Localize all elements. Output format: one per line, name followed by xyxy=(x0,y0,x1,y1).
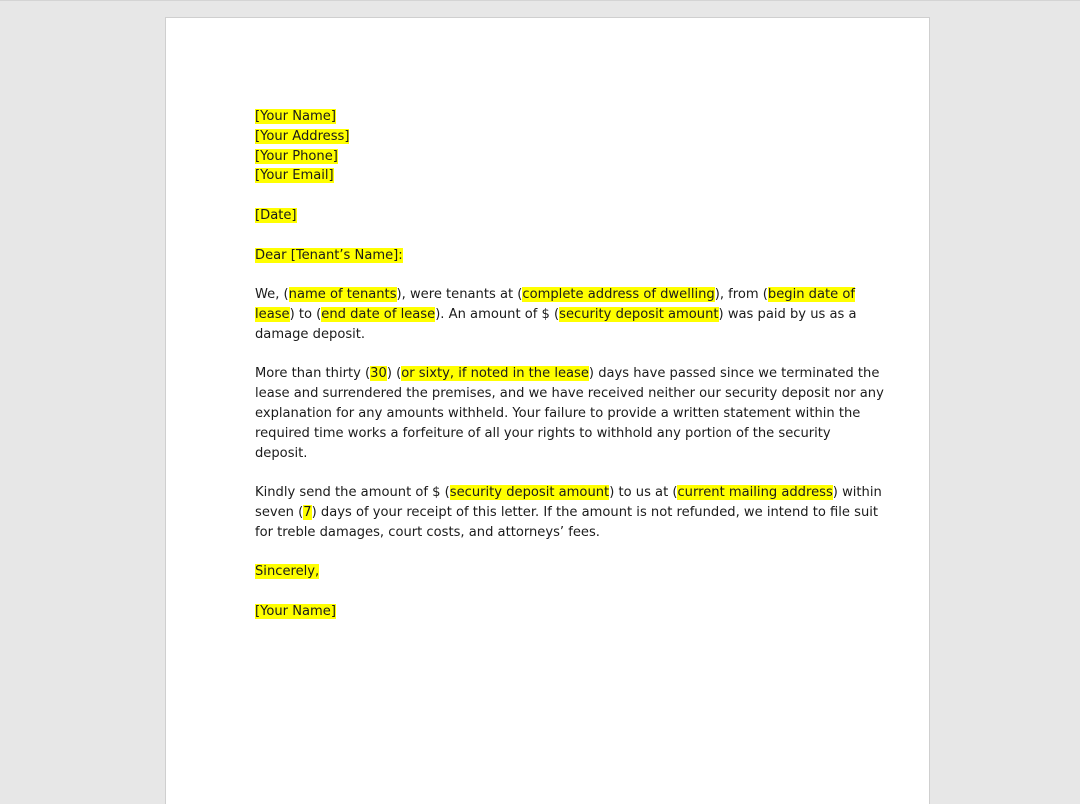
text-run: ) to ( xyxy=(289,306,322,322)
text-run: ) days have passed since we terminated the xyxy=(588,366,880,382)
text-line: lease and surrendered the premises, and we have received neither our security deposit nor any xyxy=(255,386,884,402)
document-page xyxy=(165,17,930,804)
text-line: explanation for any amounts withheld. Your failure to provide a written statement within the xyxy=(255,405,861,421)
sender-address: [Your Address] xyxy=(255,128,350,144)
signature-name: [Your Name] xyxy=(255,603,336,619)
paragraph-deposit-paid xyxy=(255,285,855,344)
text-run: ), were tenants at ( xyxy=(396,287,523,303)
text-run: ) ( xyxy=(386,366,402,382)
text-run: More than thirty ( xyxy=(255,366,371,382)
paragraph-demand xyxy=(255,483,882,542)
text-run: ), from ( xyxy=(714,287,768,303)
closing-line xyxy=(255,562,855,582)
date-line xyxy=(255,206,855,226)
sender-email: [Your Email] xyxy=(255,168,334,184)
text-run: seven ( xyxy=(255,504,304,520)
field-begin-date-cont: lease xyxy=(255,306,290,322)
field-thirty-days: 30 xyxy=(370,366,387,382)
field-seven-days: 7 xyxy=(303,504,312,520)
field-deposit-amount: security deposit amount xyxy=(559,306,719,322)
text-run: ) to us at ( xyxy=(609,485,678,501)
text-line: required time works a forfeiture of all your rights to withhold any portion of the security xyxy=(255,425,831,441)
signature-line xyxy=(255,602,855,622)
letter-body xyxy=(255,107,884,642)
field-dwelling-address: complete address of dwelling xyxy=(522,287,715,303)
sender-name: [Your Name] xyxy=(255,109,336,124)
field-begin-date: begin date of xyxy=(767,287,855,303)
text-line: for treble damages, court costs, and attorneys’ fees. xyxy=(255,524,600,540)
text-line: damage deposit. xyxy=(255,326,366,342)
sender-block xyxy=(255,107,855,186)
field-end-date: end date of lease xyxy=(321,306,436,322)
paragraph-days-passed xyxy=(255,364,884,463)
field-tenant-names: name of tenants xyxy=(288,287,397,303)
field-deposit-amount: security deposit amount xyxy=(449,485,610,501)
closing: Sincerely, xyxy=(255,564,320,580)
salutation-line xyxy=(255,246,855,266)
text-run: ) within xyxy=(832,485,882,501)
field-sixty-days: or sixty, if noted in the lease xyxy=(401,366,589,382)
field-mailing-address: current mailing address xyxy=(677,485,833,501)
text-run: ). An amount of $ ( xyxy=(435,306,560,322)
letter-date: [Date] xyxy=(255,207,297,223)
sender-phone: [Your Phone] xyxy=(255,148,338,164)
text-run: Kindly send the amount of $ ( xyxy=(255,485,450,501)
text-line: deposit. xyxy=(255,445,308,461)
text-run: We, ( xyxy=(255,287,289,303)
text-run: ) days of your receipt of this letter. If the amount is not refunded, we intend to file suit xyxy=(311,504,879,520)
salutation: Dear [Tenant’s Name]: xyxy=(255,247,403,263)
text-run: ) was paid by us as a xyxy=(718,306,857,322)
